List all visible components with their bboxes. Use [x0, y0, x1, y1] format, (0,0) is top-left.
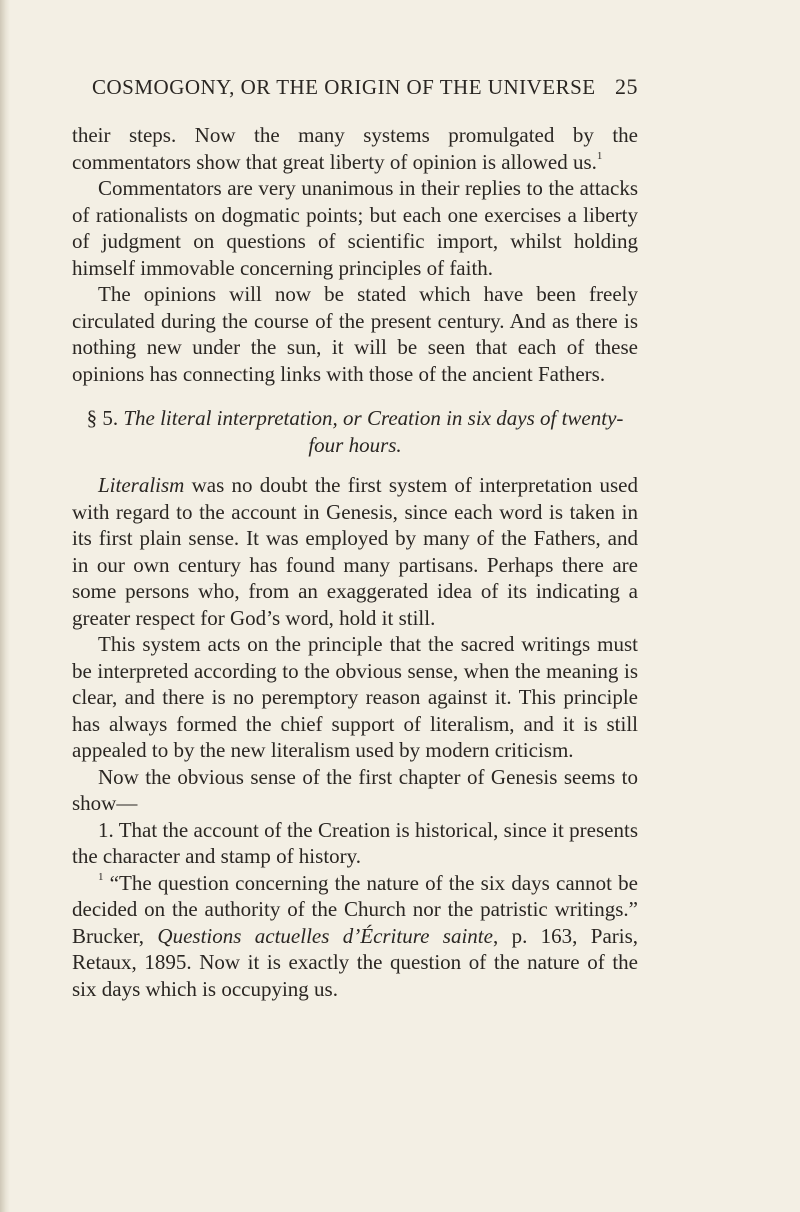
- paragraph-1-text: their steps. Now the many systems promulgated by the commentators show that great liberty of opinion is allowed us.: [72, 123, 638, 174]
- section-title: The literal interpretation, or Creation in six days of twenty-four hours.: [123, 406, 624, 457]
- paragraph-5: This system acts on the principle that the sacred writings must be interpreted according to the obvious sense, when the meaning is clear, and there is no peremptory reason against it. This principle has always formed the chief support of literalism, and it is still appealed to by the new literalism used by modern criticism.: [72, 632, 638, 762]
- footnote-text-a: “The question concerning the nature of the six days cannot be decided on the authority of the Church nor the patristic writings.” Brucker,: [72, 870, 638, 948]
- paragraph-4: [72, 472, 638, 631]
- page-body: [72, 122, 638, 1002]
- footnote-mark: 1: [98, 870, 104, 883]
- paragraph-2: Commentators are very unanimous in their replies to the attacks of rationalists on dogmatic points; but each one exercises a liberty of judgment on questions of scientific import, whilst holding himself immovable concerning principles of faith.: [72, 176, 638, 280]
- paragraph-1: [72, 122, 638, 175]
- paragraph-4-text: was no doubt the first system of interpretation used with regard to the account in Genesis, since each word is taken in its first plain sense. It was employed by many of the Fathers, and in our own century has found many partisans. Perhaps there are some persons who, from an exaggerated idea of its indicating a greater respect for God’s word, hold it still.: [72, 473, 638, 630]
- paragraph-6: Now the obvious sense of the first chapter of Genesis seems to show—: [72, 764, 638, 815]
- literalism-term: Literalism: [98, 473, 185, 497]
- page-edge: [0, 0, 10, 1212]
- footnote-ref: 1: [596, 149, 603, 162]
- section-number: § 5.: [86, 406, 119, 430]
- paragraph-3: The opinions will now be stated which have been freely circulated during the course of the present century. And as there is nothing new under the sun, it will be seen that each of these opinions has connecting links with those of the ancient Fathers.: [72, 282, 638, 386]
- section-heading: [72, 405, 638, 458]
- page-number: 25: [615, 74, 638, 99]
- running-title: COSMOGONY, OR THE ORIGIN OF THE UNIVERSE: [92, 75, 596, 99]
- paragraph-7: 1. That the account of the Creation is historical, since it presents the character and stamp of history.: [72, 817, 638, 868]
- footnote: [72, 870, 638, 1003]
- footnote-text-b: , p. 163, Paris, Retaux, 1895. Now it is exactly the question of the nature of the six days which is occupying us.: [72, 923, 639, 1001]
- footnote-work-title: Questions actuelles d’Écriture sainte: [157, 923, 493, 948]
- running-header: [92, 74, 638, 100]
